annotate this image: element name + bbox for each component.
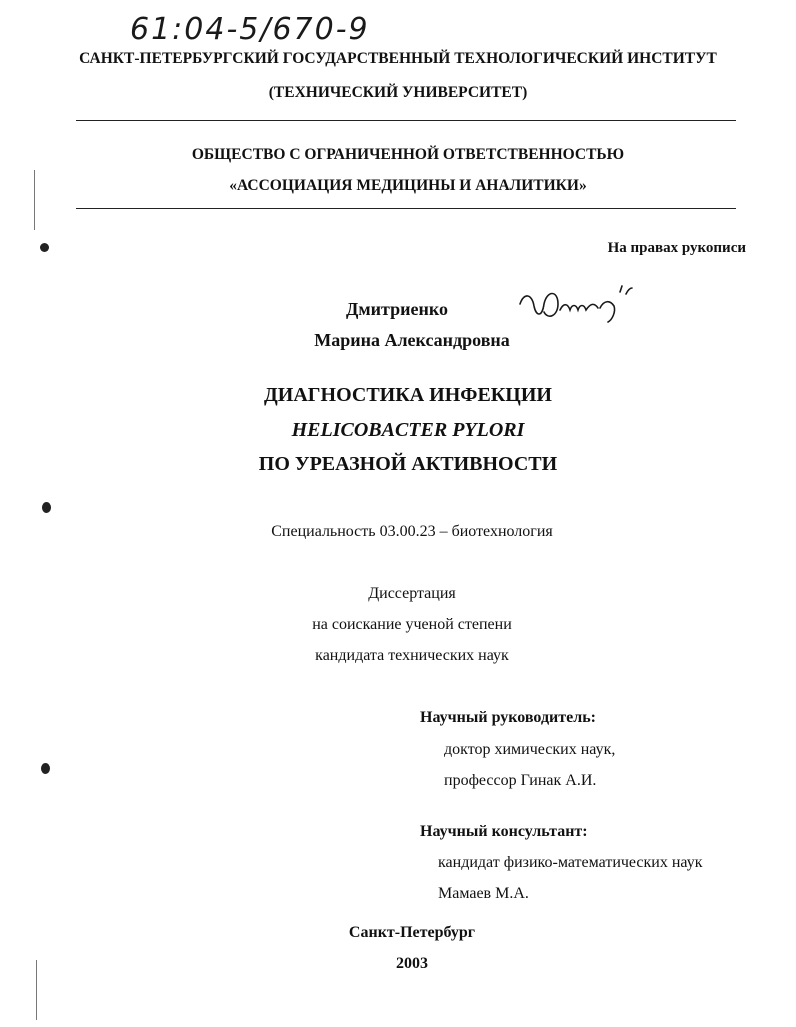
thesis-title-line2: HELICOBACTER PYLORI [291,419,525,441]
author-name: Марина Александровна [314,330,510,350]
thesis-title-line1: ДИАГНОСТИКА ИНФЕКЦИИ [264,384,552,406]
dissertation-label: Диссертация [368,585,456,602]
supervisor-label: Научный руководитель: [420,709,596,726]
supervisor-name: профессор Гинак А.И. [444,772,597,789]
binding-hole-mark [41,763,50,774]
institute-subtitle: (ТЕХНИЧЕСКИЙ УНИВЕРСИТЕТ) [268,84,528,101]
binding-hole-mark [42,502,51,513]
year: 2003 [396,955,428,972]
margin-scan-line [36,960,37,1020]
organization-name: ОБЩЕСТВО С ОГРАНИЧЕННОЙ ОТВЕТСТВЕННОСТЬЮ [191,146,625,163]
degree-field: кандидата технических наук [315,647,509,664]
degree-line: на соискание ученой степени [312,616,512,633]
institute-name: САНКТ-ПЕТЕРБУРГСКИЙ ГОСУДАРСТВЕННЫЙ ТЕХНОЛОГИЧЕСКИЙ ИНСТИТУТ [79,50,717,67]
consultant-label: Научный консультант: [420,823,588,840]
signature [514,282,644,328]
middle-divider [76,208,736,209]
author-surname: Дмитриенко [346,299,448,319]
rights-note: На правах рукописи [607,240,746,256]
margin-scan-line [34,170,35,230]
archive-number: 61:04-5/670-9 [130,12,370,47]
specialty: Специальность 03.00.23 – биотехнология [271,523,553,540]
top-divider [76,120,736,121]
consultant-degree: кандидат физико-математических наук [438,854,703,871]
thesis-title-line3: ПО УРЕАЗНОЙ АКТИВНОСТИ [258,453,558,475]
binding-hole-mark [40,243,49,252]
supervisor-degree: доктор химических наук, [444,741,616,758]
organization-title: «АССОЦИАЦИЯ МЕДИЦИНЫ И АНАЛИТИКИ» [229,177,587,194]
city: Санкт-Петербург [348,924,476,941]
consultant-name: Мамаев М.А. [438,885,529,902]
